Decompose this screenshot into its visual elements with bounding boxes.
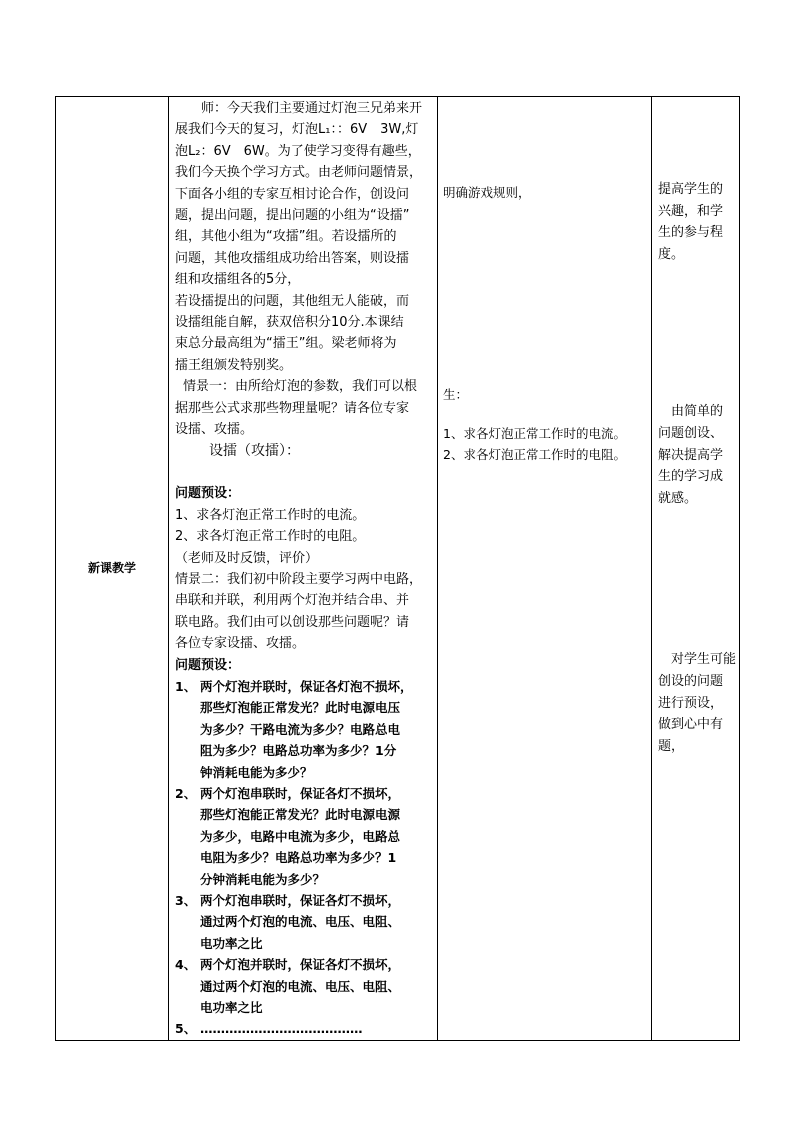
preset2-item-text: ………………………………… bbox=[200, 1021, 363, 1037]
intro-line: 组，其他小组为“攻擂”组。若设擂所的 bbox=[175, 229, 397, 245]
preset2-item-number: 4、 bbox=[175, 957, 197, 973]
rules-line: 束总分最高组为“擂王”组。梁老师将为 bbox=[175, 336, 397, 352]
preset2-item-line bbox=[175, 911, 433, 932]
rules-line: 若设擂提出的问题，其他组无人能破，而 bbox=[175, 293, 410, 309]
intro-line: 题，提出问题，提出问题的小组为“设擂” bbox=[175, 208, 410, 224]
preset2-item-number: 2、 bbox=[175, 785, 197, 801]
intro-line: 展我们今天的复习，灯泡L₁：：6V 3W,灯 bbox=[175, 122, 419, 138]
purpose-line: 进行预设， bbox=[658, 695, 724, 711]
preset2-item-text: 那些灯泡能正常发光？此时电源电源 bbox=[200, 807, 401, 823]
purpose-line: 度。 bbox=[658, 246, 685, 262]
spacer bbox=[658, 97, 736, 179]
preset2-item-number: 3、 bbox=[175, 893, 197, 909]
preset2-item-text: 两个灯泡并联时，保证各灯不损坏， bbox=[200, 957, 401, 973]
preset2-item-text: 钟消耗电能为多少？ bbox=[200, 764, 313, 780]
preset1-item: 2、求各灯泡正常工作时的电阻。 bbox=[175, 529, 366, 545]
purpose-line: 创设的问题 bbox=[658, 673, 724, 689]
preset2-item-text: 通过两个灯泡的电流、电压、电阻、 bbox=[200, 914, 401, 930]
scene1-line: 情景一：由所给灯泡的参数，我们可以根 bbox=[183, 379, 418, 395]
purpose-line: 生的参与程 bbox=[658, 225, 724, 241]
preset-title: 问题预设： bbox=[175, 657, 241, 673]
preset2-item-text: 电功率之比 bbox=[200, 935, 263, 951]
preset2-item-line bbox=[175, 997, 433, 1018]
intro-line: 我们今天换个学习方式。由老师问题情景， bbox=[175, 165, 423, 181]
intro-line: 泡L₂：6V 6W。为了使学习变得有趣些， bbox=[175, 143, 421, 159]
scene2-line: 串联和并联，利用两个灯泡并结合串、并 bbox=[175, 593, 410, 609]
scene1-subheading: 设擂（攻擂）： bbox=[209, 442, 300, 459]
stage-label: 新课教学 bbox=[87, 560, 136, 575]
intro-line: 组和攻擂组各的5分， bbox=[175, 272, 301, 288]
purpose-line: 兴趣，和学 bbox=[658, 203, 724, 219]
purpose-line: 就感。 bbox=[658, 490, 698, 506]
preset2-item-line bbox=[175, 804, 433, 825]
rules-line: 设擂组能自解，获双倍积分10分.本课结 bbox=[175, 315, 404, 331]
preset2-item-text: 那些灯泡能正常发光？此时电源电压 bbox=[200, 700, 401, 716]
preset2-item-line bbox=[175, 783, 433, 804]
purpose-line: 生的学习成 bbox=[658, 469, 724, 485]
spacer bbox=[658, 265, 736, 401]
preset2-item-line bbox=[175, 719, 433, 740]
preset2-item-text: 两个灯泡串联时，保证各灯不损坏， bbox=[200, 785, 401, 801]
preset2-item-line bbox=[175, 976, 433, 997]
preset2-item-text: 分钟消耗电能为多少？ bbox=[200, 871, 326, 887]
purpose-line: 解决提高学 bbox=[658, 447, 724, 463]
preset2-item-line bbox=[175, 1018, 433, 1039]
scene2-line: 情景二：我们初中阶段主要学习两中电路， bbox=[175, 571, 423, 587]
feedback-note: （老师及时反馈，评价） bbox=[175, 550, 319, 566]
intro-line: 师：今天我们主要通过灯泡三兄弟来开 bbox=[201, 101, 423, 116]
preset2-item-line bbox=[175, 676, 433, 697]
lesson-plan-table bbox=[55, 96, 740, 1041]
stage-cell bbox=[56, 97, 169, 1041]
purpose-line: 提高学生的 bbox=[658, 182, 724, 197]
purpose-line: 做到心中有 bbox=[658, 717, 724, 733]
preset2-item-text: 通过两个灯泡的电流、电压、电阻、 bbox=[200, 978, 401, 994]
preset2-item-line bbox=[175, 847, 433, 868]
preset2-list bbox=[175, 676, 433, 1040]
preset2-item-text: 阻为多少？电路总功率为多少？1分 bbox=[200, 743, 397, 759]
scene1-line: 据那些公式求那些物理量呢？请各位专家 bbox=[175, 400, 410, 416]
purpose-line: 对学生可能 bbox=[658, 652, 737, 668]
preset2-item-number: 1、 bbox=[175, 678, 197, 694]
preset2-item-line bbox=[175, 869, 433, 890]
purpose-line: 由简单的 bbox=[658, 404, 724, 420]
spacer bbox=[658, 509, 736, 649]
intro-line: 问题，其他攻擂组成功给出答案，则设擂 bbox=[175, 250, 410, 266]
purpose-line: 问题创设、 bbox=[658, 425, 724, 441]
preset2-item-text: 两个灯泡并联时，保证各灯泡不损坏， bbox=[200, 678, 413, 694]
preset2-item-text: 为多少？干路电流为多少？电路总电 bbox=[200, 721, 401, 737]
preset1-item: 1、求各灯泡正常工作时的电流。 bbox=[175, 507, 366, 523]
student-answer: 1、求各灯泡正常工作时的电流。 bbox=[443, 425, 626, 441]
preset2-item-line bbox=[175, 933, 433, 954]
preset2-item-line bbox=[175, 954, 433, 975]
preset2-item-line bbox=[175, 740, 433, 761]
preset2-item-text: 电阻为多少？电路总功率为多少？1 bbox=[200, 850, 397, 866]
purpose-line: 题， bbox=[658, 738, 685, 754]
preset2-item-text: 两个灯泡串联时，保证各灯不损坏， bbox=[200, 893, 401, 909]
student-rules-text: 明确游戏规则， bbox=[443, 185, 531, 200]
spacer bbox=[175, 462, 433, 483]
preset2-item-line bbox=[175, 826, 433, 847]
scene2-line: 各位专家设擂、攻擂。 bbox=[175, 636, 306, 652]
spacer bbox=[443, 406, 647, 423]
table-row bbox=[56, 97, 740, 1041]
scene2-line: 联电路。我们由可以创设那些问题呢？请 bbox=[175, 614, 410, 630]
spacer bbox=[443, 203, 647, 384]
preset2-item-text: 电功率之比 bbox=[200, 1000, 263, 1016]
intro-line: 下面各小组的专家互相讨论合作，创设问 bbox=[175, 186, 410, 202]
preset2-item-number: 5、 bbox=[175, 1021, 197, 1037]
preset2-item-line bbox=[175, 762, 433, 783]
preset2-item-text: 为多少，电路中电流为多少，电路总 bbox=[200, 828, 401, 844]
preset-title: 问题预设： bbox=[175, 486, 241, 502]
preset2-item-line bbox=[175, 697, 433, 718]
rules-line: 擂王组颁发特别奖。 bbox=[175, 357, 293, 373]
scene1-line: 设擂、攻擂。 bbox=[175, 422, 254, 438]
student-activity-cell bbox=[438, 97, 652, 1041]
student-answer: 2、求各灯泡正常工作时的电阻。 bbox=[443, 447, 626, 463]
student-sheng-label: 生： bbox=[443, 387, 469, 403]
preset2-item-line bbox=[175, 890, 433, 911]
spacer bbox=[443, 97, 647, 182]
teacher-activity-cell bbox=[169, 97, 438, 1041]
design-purpose-cell bbox=[652, 97, 740, 1041]
